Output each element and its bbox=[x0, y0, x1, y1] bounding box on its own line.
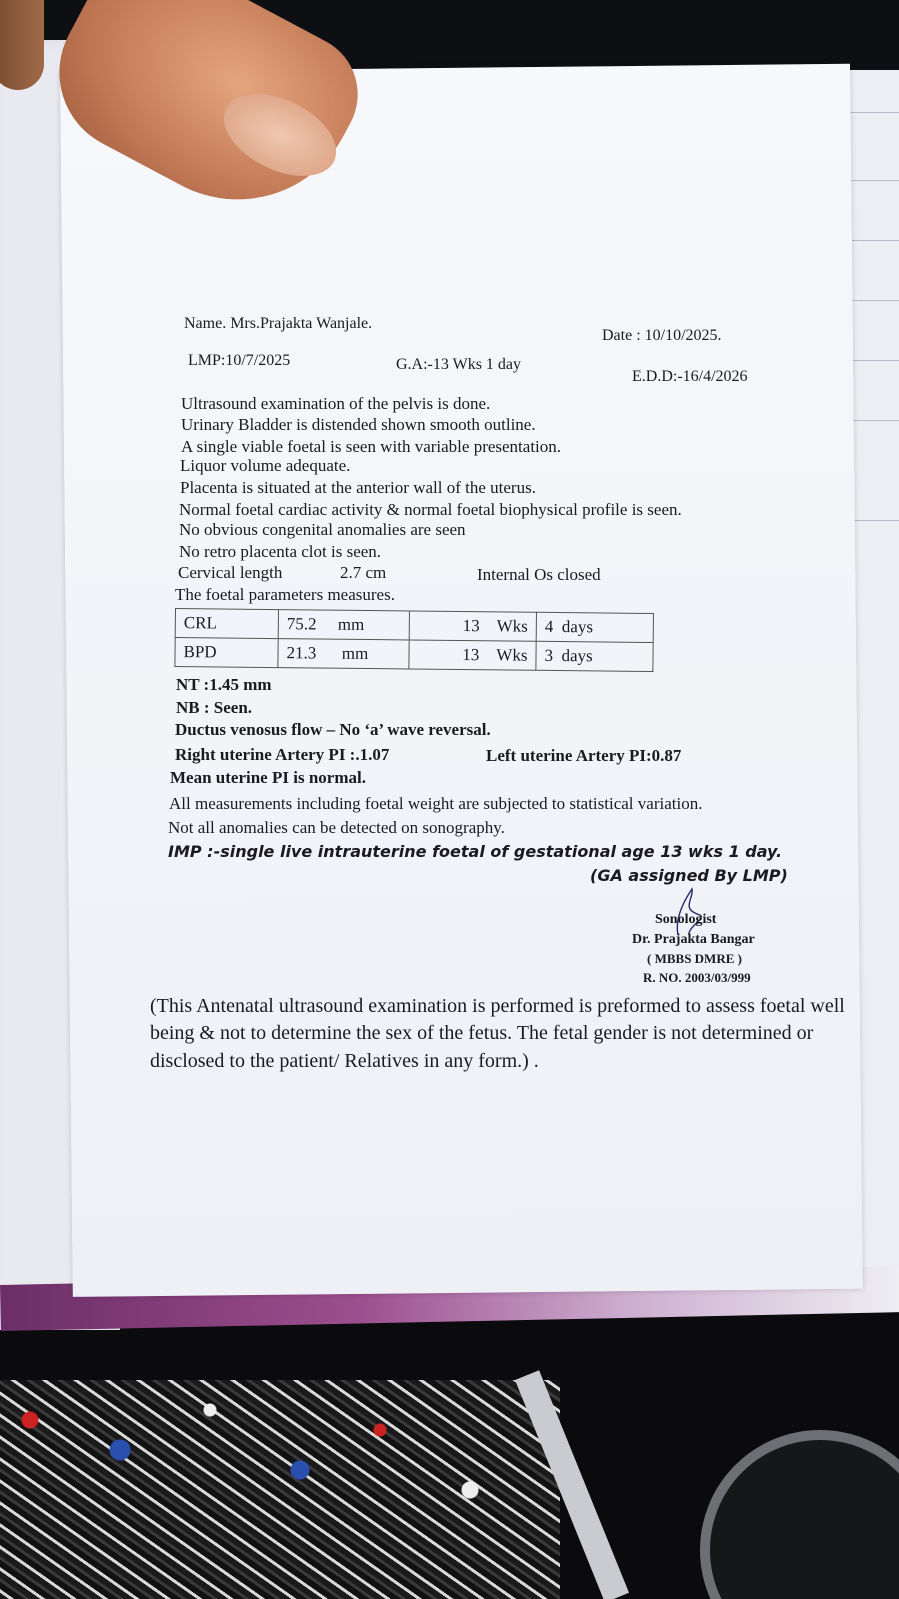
nt-value: NT :1.45 mm bbox=[176, 675, 272, 694]
mean-uterine-pi: Mean uterine PI is normal. bbox=[170, 768, 366, 787]
cervical-length-label: Cervical length bbox=[178, 563, 283, 582]
nb-value: NB : Seen. bbox=[176, 698, 253, 717]
param-cell: BPD bbox=[175, 638, 278, 668]
sonologist-role: Sonologist bbox=[655, 912, 717, 927]
doctor-name: Dr. Prajakta Bangar bbox=[632, 932, 755, 947]
params-heading: The foetal parameters measures. bbox=[175, 585, 395, 604]
patterned-cloth bbox=[0, 1380, 560, 1599]
left-uterine-pi: Left uterine Artery PI:0.87 bbox=[486, 746, 682, 765]
lmp: LMP:10/7/2025 bbox=[188, 352, 291, 369]
registration-number: R. NO. 2003/03/999 bbox=[643, 970, 751, 985]
footer-note-line: disclosed to the patient/ Relatives in any form.) . bbox=[150, 1050, 539, 1072]
weeks-cell: 13 Wks bbox=[409, 640, 536, 670]
weeks-cell: 13 Wks bbox=[409, 611, 536, 641]
internal-os: Internal Os closed bbox=[477, 565, 601, 584]
report-date: Date : 10/10/2025. bbox=[602, 327, 722, 344]
finding-line: Urinary Bladder is distended shown smooth outline. bbox=[181, 415, 536, 434]
finding-line: Ultrasound examination of the pelvis is done. bbox=[181, 394, 491, 413]
hand-finger bbox=[0, 0, 44, 90]
days-cell: 4 days bbox=[536, 612, 653, 642]
ductus-venosus: Ductus venosus flow – No ‘a’ wave reversal. bbox=[175, 720, 491, 739]
disclaimer-line: All measurements including foetal weight are subjected to statistical variation. bbox=[169, 794, 703, 813]
value-cell: 75.2 mm bbox=[278, 610, 409, 640]
doctor-qualification: ( MBBS DMRE ) bbox=[647, 951, 742, 966]
footer-note-line: (This Antenatal ultrasound examination is performed is preformed to assess foetal well bbox=[150, 995, 845, 1017]
finding-line: Placenta is situated at the anterior wall of the uterus. bbox=[180, 478, 536, 497]
finding-line: No retro placenta clot is seen. bbox=[179, 542, 382, 561]
disclaimer-line: Not all anomalies can be detected on sonography. bbox=[168, 818, 505, 837]
patient-name: Name. Mrs.Prajakta Wanjale. bbox=[184, 315, 373, 332]
cervical-length-value: 2.7 cm bbox=[340, 563, 387, 582]
ga-assigned-note: (GA assigned By LMP) bbox=[590, 866, 788, 885]
finding-line: Liquor volume adequate. bbox=[180, 456, 351, 475]
gestational-age: G.A:-13 Wks 1 day bbox=[396, 356, 522, 373]
table-row bbox=[175, 638, 653, 672]
impression: IMP :-single live intrauterine foetal of gestational age 13 wks 1 day. bbox=[168, 842, 783, 861]
value-cell: 21.3 mm bbox=[278, 639, 409, 669]
finding-line: A single viable foetal is seen with variable presentation. bbox=[181, 437, 562, 456]
finding-line: Normal foetal cardiac activity & normal foetal biophysical profile is seen. bbox=[179, 500, 682, 519]
edd: E.D.D:-16/4/2026 bbox=[632, 368, 748, 385]
right-uterine-pi: Right uterine Artery PI :.1.07 bbox=[175, 745, 390, 764]
footer-note-line: being & not to determine the sex of the fetus. The fetal gender is not determined or bbox=[150, 1022, 814, 1044]
days-cell: 3 days bbox=[536, 641, 653, 671]
foetal-parameters-table bbox=[174, 608, 654, 672]
gear-knob bbox=[700, 1430, 899, 1599]
finding-line: No obvious congenital anomalies are seen bbox=[179, 520, 466, 539]
param-cell: CRL bbox=[175, 609, 278, 639]
